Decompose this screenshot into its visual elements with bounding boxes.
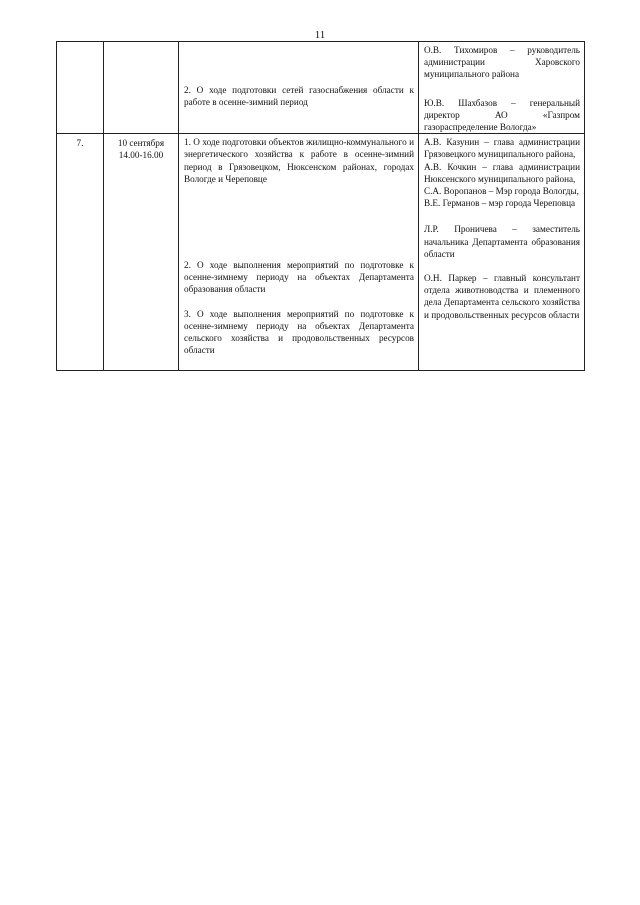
speaker: А.В. Казунин – глава администрации Грязовецкого муниципального района,	[424, 137, 580, 160]
row-number-cell	[57, 134, 104, 371]
speaker: В.Е. Германов – мэр города Череповца	[424, 198, 576, 209]
speaker: О.Н. Паркер – главный консультант отдела животноводства и племенного дела Департамента сельского хозяйства и продовольственных ресурсов области	[424, 273, 580, 320]
speaker: С.А. Воропанов – Мэр города Вологды,	[424, 186, 579, 197]
speaker: О.В. Тихомиров – руководитель администрации Харовского муниципального района	[424, 45, 580, 80]
agenda-topic: 2. О ходе подготовки сетей газоснабжения области к работе в осенне-зимний период	[184, 85, 414, 108]
table-row	[57, 134, 585, 371]
meeting-time: 14.00-16.00	[118, 150, 164, 161]
speaker-cell	[419, 42, 585, 134]
agenda-topic: 1. О ходе подготовки объектов жилищно-коммунального и энергетического хозяйства к работе в осенне-зимний период в Грязовецком, Нюксенском районах, городах Вологде и Череповце	[184, 137, 414, 184]
agenda-topic: 2. О ходе выполнения мероприятий по подготовке к осенне-зимнему периоду на объектах Департамента образования области	[184, 260, 414, 295]
row-number-cell	[57, 42, 104, 134]
speaker: Л.Р. Проничева – заместитель начальника Департамента образования области	[424, 224, 580, 259]
row-number: 7.	[76, 138, 84, 149]
topic-cell	[179, 134, 419, 371]
speaker-cell	[419, 134, 585, 371]
speaker-group	[419, 134, 584, 209]
date-cell	[104, 42, 179, 134]
date-cell	[104, 134, 179, 371]
meeting-date: 10 сентября	[117, 138, 165, 149]
agenda-topic: 3. О ходе выполнения мероприятий по подготовке к осенне-зимнему периоду на объектах Департамента сельского хозяйства и продовольственных ресурсов области	[184, 308, 414, 356]
table-row	[57, 42, 585, 134]
speaker: Ю.В. Шахбазов – генеральный директор АО «Газпром газораспределение Вологда»	[424, 97, 580, 133]
meeting-date	[104, 42, 178, 45]
agenda-table	[56, 41, 585, 371]
page-number: 11	[314, 29, 326, 41]
topic-cell	[179, 42, 419, 134]
speaker: А.В. Кочкин – глава администрации Нюксенского муниципального района,	[424, 161, 580, 184]
row-number	[57, 42, 103, 45]
